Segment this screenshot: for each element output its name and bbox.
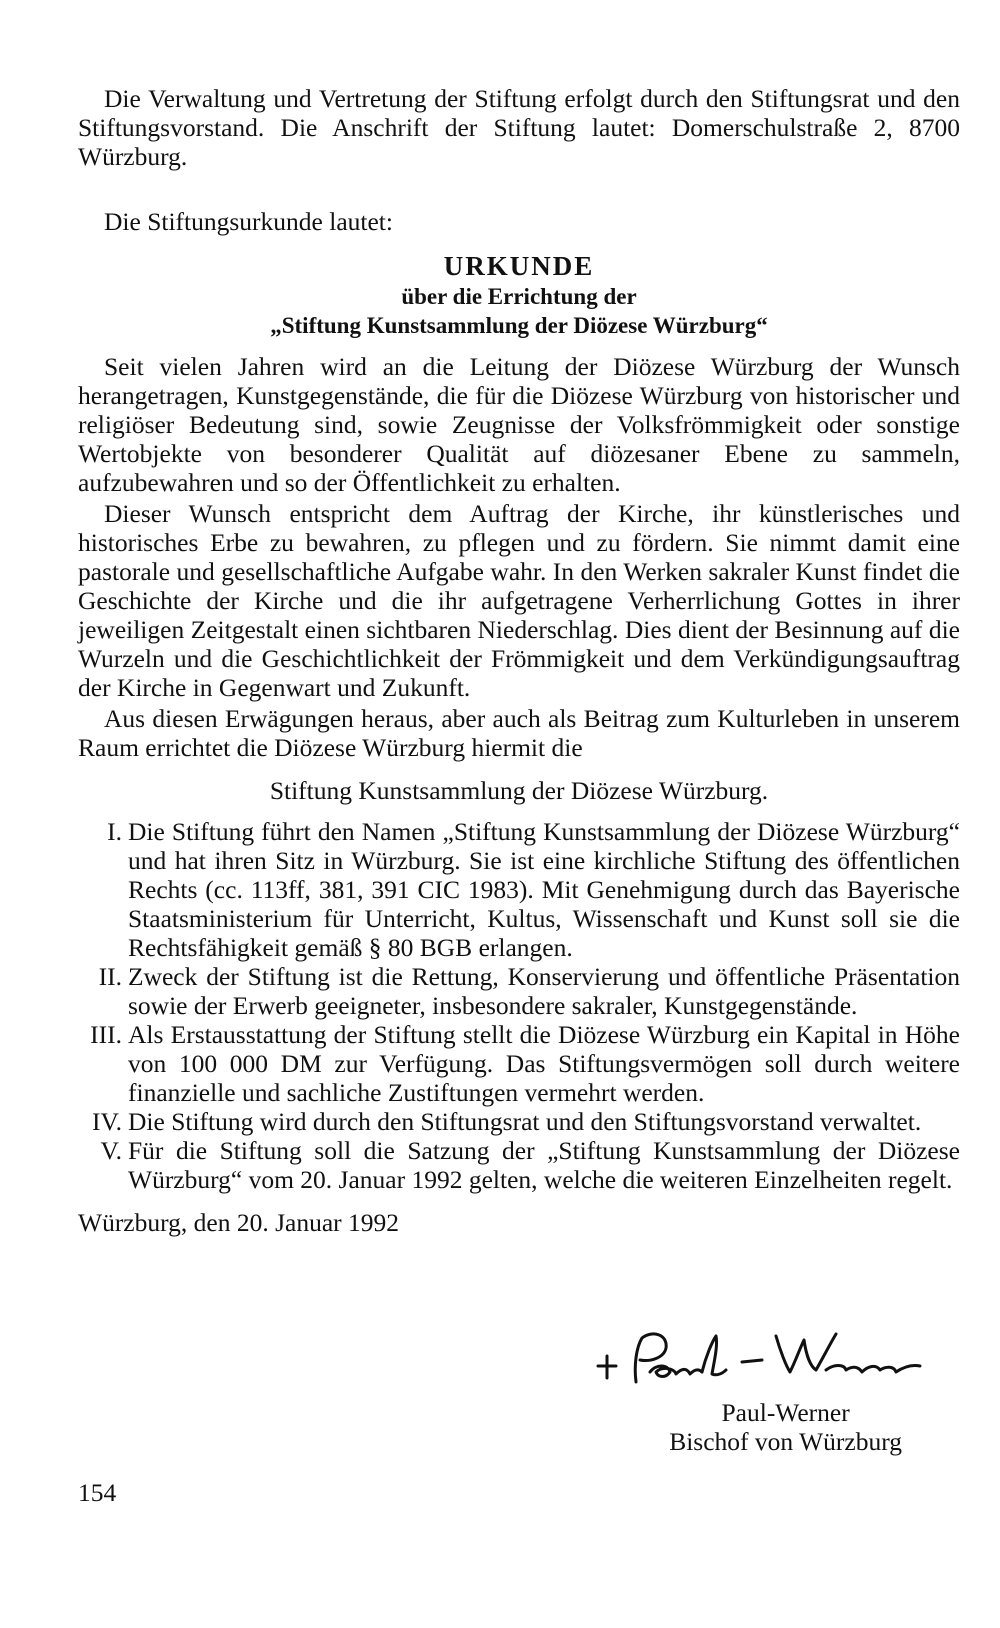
article-number: IV.: [92, 1107, 122, 1136]
article-item: [78, 1020, 960, 1107]
deed-intro: Die Stiftungsurkunde lautet:: [104, 207, 393, 236]
preamble-paragraph: Dieser Wunsch entspricht dem Auftrag der Kirche, ihr künstlerisches und historisches Erbe zu bewahren, zu pflegen und zu fördern. Sie nimmt damit eine pastorale und gesellschaftliche Aufgabe wahr. In den Werken sakraler Kunst findet die Geschichte der Kirche und die ihr aufgetragene Verherrlichung Gottes in ihrer jeweiligen Zeitgestalt einen sichtbaren Niederschlag. Dies dient der Besinnung auf die Wurzeln und die Geschichtlichkeit der Frömmigkeit und dem Verkündigungsauftrag der Kirche in Gegenwart und Zukunft.: [78, 499, 960, 702]
deed-subtitle: über die Errichtung der: [401, 284, 637, 309]
article-number: I.: [107, 817, 122, 846]
date-line: Würzburg, den 20. Januar 1992: [78, 1208, 400, 1237]
article-text: Für die Stiftung soll die Satzung der „Stiftung Kunstsammlung der Diözese Würzburg“ vom 20. Januar 1992 gelten, welche die weiteren Einzelheiten regelt.: [128, 1136, 960, 1194]
articles-list: [78, 817, 960, 1194]
signer-name: Paul-Werner: [721, 1398, 850, 1427]
deed-foundation-title: „Stiftung Kunstsammlung der Diözese Würzburg“: [270, 313, 768, 338]
preamble: [78, 352, 960, 762]
deed-title: URKUNDE: [443, 251, 595, 281]
signer-block: [669, 1398, 902, 1456]
article-item: [78, 962, 960, 1020]
page-number: 154: [78, 1478, 117, 1507]
article-item: [78, 817, 960, 962]
article-number: V.: [100, 1136, 122, 1165]
article-number: III.: [90, 1020, 122, 1049]
signer-title: Bischof von Würzburg: [669, 1427, 902, 1456]
handwritten-signature: [580, 1326, 940, 1390]
article-item: [78, 1107, 960, 1136]
article-item: [78, 1136, 960, 1194]
foundation-name: Stiftung Kunstsammlung der Diözese Würzburg.: [269, 776, 769, 805]
article-text: Die Stiftung führt den Namen „Stiftung Kunstsammlung der Diözese Würzburg“ und hat ihren Sitz in Würzburg. Sie ist eine kirchliche Stiftung des öffentlichen Rechts (cc. 113ff, 381, 391 CIC 1983). Mit Genehmigung durch das Bayerische Staatsministerium für Unterricht, Kultus, Wissenschaft und Kunst soll sie die Rechtsfähigkeit gemäß § 80 BGB erlangen.: [128, 817, 960, 962]
preamble-paragraph: Seit vielen Jahren wird an die Leitung der Diözese Würzburg der Wunsch herangetragen, Kunstgegenstände, die für die Diözese Würzburg von historischer und religiöser Bedeutung sind, sowie Zeugnisse der Volksfrömmigkeit oder sonstige Wertobjekte von besonderer Qualität auf diözesaner Ebene zu sammeln, aufzubewahren und so der Öffentlichkeit zu erhalten.: [78, 352, 960, 497]
article-text: Die Stiftung wird durch den Stiftungsrat und den Stiftungsvorstand verwaltet.: [128, 1107, 922, 1136]
article-number: II.: [98, 962, 122, 991]
preamble-paragraph: Aus diesen Erwägungen heraus, aber auch als Beitrag zum Kulturleben in unserem Raum errichtet die Diözese Würzburg hiermit die: [78, 704, 960, 762]
signature-graphic: [590, 1326, 930, 1390]
article-text: Zweck der Stiftung ist die Rettung, Konservierung und öffentliche Präsentation sowie der Erwerb geeigneter, insbesondere sakraler, Kunstgegenstände.: [128, 962, 960, 1020]
article-text: Als Erstausstattung der Stiftung stellt die Diözese Würzburg ein Kapital in Höhe von 100 000 DM zur Verfügung. Das Stiftungsvermögen soll durch weitere finanzielle und sachliche Zustiftungen vermehrt werden.: [128, 1020, 960, 1107]
deed-heading: [78, 250, 960, 340]
intro-paragraph: Die Verwaltung und Vertretung der Stiftung erfolgt durch den Stiftungsrat und den Stiftungsvorstand. Die Anschrift der Stiftung lautet: Domerschulstraße 2, 8700 Würzburg.: [78, 84, 960, 171]
